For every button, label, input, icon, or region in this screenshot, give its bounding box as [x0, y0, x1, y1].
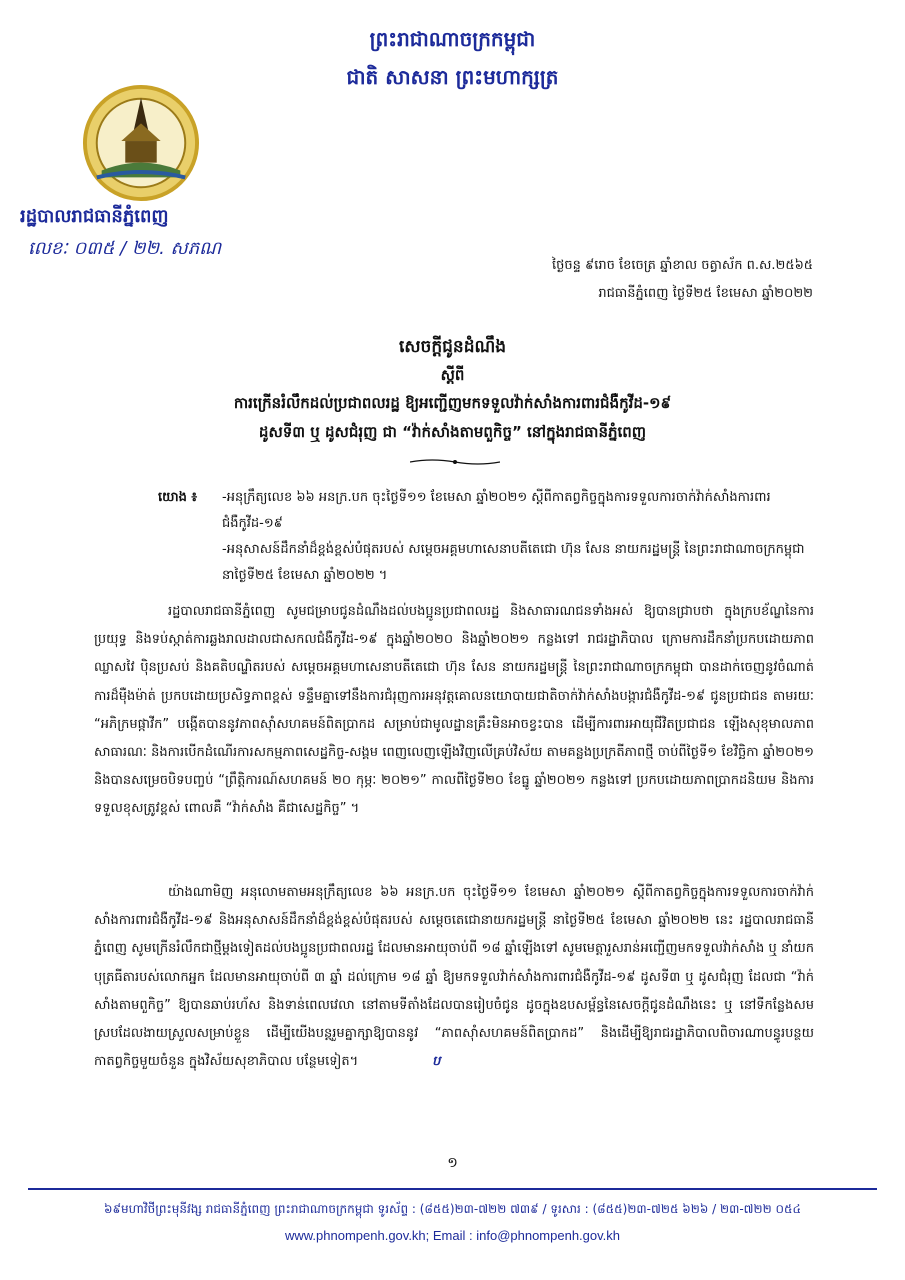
document-subject-line-1: ការក្រើនរំលឹកដល់ប្រជាពលរដ្ឋ ឱ្យអញ្ជើញមកទទួលវ៉ាក់សាំងការពារជំងឺកូវីដ-១៩	[233, 394, 672, 412]
body-paragraph-2	[94, 879, 814, 1076]
reference-item-1: -អនុក្រឹត្យលេខ ៦៦ អនក្រ.បក ចុះថ្ងៃទី១១ ខែមេសា ឆ្នាំ២០២១ ស្តីពីកាតព្វកិច្ចក្នុងការទទួលការចាក់វ៉ាក់សាំងការពារជំងឺកូវីដ-១៩	[222, 490, 771, 531]
motto-heading: ជាតិ សាសនា ព្រះមហាក្សត្រ	[346, 65, 559, 89]
footer-address: ៦៩មហាវិថីព្រះមុនីវង្ស រាជធានីភ្នំពេញ ព្រះរាជាណាចក្រកម្ពុជា ទូរស័ព្ទ : (៨៥៥)២៣-៧២២ ៧៣៩ / ទូរសារ : (៨៥៥)២៣-៧២៥ ៦២៦ / ២៣-៧២២ ០៥៤	[104, 1202, 801, 1216]
references-block	[160, 485, 820, 589]
document-type-title: សេចក្តីជូនដំណឹង	[398, 337, 507, 357]
document-subject-line-2: ដូសទី៣ ឬ ដូសជំរុញ ជា “វ៉ាក់សាំងតាមពួកិច្ច” នៅក្នុងរាជធានីភ្នំពេញ	[258, 423, 647, 441]
document-about: ស្តីពី	[440, 366, 465, 384]
page-number: ១	[447, 1155, 458, 1171]
solar-date: រាជធានីភ្នំពេញ ថ្ងៃទី២៥ ខែមេសា ឆ្នាំ២០២២	[598, 286, 813, 301]
reference-item-2: -អនុសាសន៍ដឹកនាំដ៏ខ្ពង់ខ្ពស់បំផុតរបស់ សម្តេចអគ្គមហាសេនាបតីតេជោ ហ៊ុន សែន នាយករដ្ឋមន្ត្រី នៃព្រះរាជាណាចក្រកម្ពុជា នាថ្ងៃទី២៥ ខែមេសា ឆ្នាំ២០២២ ។	[222, 542, 805, 583]
email-link[interactable]: Email : info@phnompenh.gov.kh	[432, 1228, 621, 1243]
phnom-penh-seal-icon	[82, 84, 200, 202]
website-link[interactable]: www.phnompenh.gov.kh;	[284, 1228, 433, 1243]
body-paragraph-2-text: យ៉ាងណាមិញ អនុលោមតាមអនុក្រឹត្យលេខ ៦៦ អនក្រ.បក ចុះថ្ងៃទី១១ ខែមេសា ឆ្នាំ២០២១ ស្តីពីកាតព្វកិច្ចក្នុងការទទួលការចាក់វ៉ាក់សាំងការពារជំងឺកូវីដ-១៩ និងអនុសាសន៍ដឹកនាំដ៏ខ្ពង់ខ្ពស់បំផុតរបស់ សម្តេចតេជោនាយករដ្ឋមន្ត្រី នាថ្ងៃទី២៥ ខែមេសា ឆ្នាំ២០២២ នេះ រដ្ឋបាលរាជធានីភ្នំពេញ សូមក្រើនរំលឹកជាថ្មីម្តងទៀតដល់បងប្អូនប្រជាពលរដ្ឋ ដែលមានអាយុចាប់ពី ១៨ ឆ្នាំឡើងទៅ សូមមេត្តារួសរាន់អញ្ជើញមកទទួលវ៉ាក់សាំង ឬ នាំយកបុត្រធីតារបស់លោកអ្នក ដែលមានអាយុចាប់ពី ៣ ឆ្នាំ ដល់ក្រោម ១៨ ឆ្នាំ ឱ្យមកទទួលវ៉ាក់សាំងការពារជំងឺកូវីដ-១៩ ដូសទី៣ ឬ ដូសជំរុញ ដែលជា “វ៉ាក់សាំងតាមពួកិច្ច” ឱ្យបានឆាប់រហ័ស និងទាន់ពេលវេលា នៅតាមទីតាំងដែលបានរៀបចំជូន ដូចក្នុងឧបសម្ព័ន្ធនៃសេចក្តីជូនដំណឹងនេះ ឬ នៅទីកន្លែងសមស្របដែលងាយស្រួលសម្រាប់ខ្លួន ដើម្បីយើងបន្តរួមគ្នាក្សាឱ្យបាននូវ “ភាពស៊ាំសហគមន៍ពិតប្រាកដ” និងដើម្បីឱ្យរាជរដ្ឋាភិបាលពិចារណាបន្ធូរបន្ថយកាតព្វកិច្ចមួយចំនួន ក្នុងវិស័យសុខាភិបាល បន្ថែមទៀត។	[94, 885, 814, 1070]
title-ornament-icon	[410, 458, 500, 466]
reference-number: លេខៈ ០៣៥ / ២២. សភណ	[28, 238, 222, 259]
references-label: យោង ៖	[158, 490, 198, 505]
kingdom-heading: ព្រះរាជាណាចក្រកម្ពុជា	[369, 27, 536, 51]
footer-divider	[28, 1188, 877, 1190]
lunar-date: ថ្ងៃចន្ទ ៩រោច ខែចេត្រ ឆ្នាំខាល ចត្វាស័ក ព.ស.២៥៦៥	[552, 258, 813, 273]
body-paragraph-1: រដ្ឋបាលរាជធានីភ្នំពេញ សូមជម្រាបជូនដំណឹងដល់បងប្អូនប្រជាពលរដ្ឋ និងសាធារណជនទាំងអស់ ឱ្យបានជ្រាបថា ក្នុងក្របខ័ណ្ឌនៃការប្រយុទ្ធ និងទប់ស្កាត់ការឆ្លងរាលដាលជាសកលជំងឺកូវីដ-១៩ ក្នុងឆ្នាំ២០២០ និងឆ្នាំ២០២១ កន្លងទៅ រាជរដ្ឋាភិបាល ក្រោមការដឹកនាំប្រកបដោយភាពឈ្លាសវៃ ប៉ិនប្រសប់ និងគតិបណ្ឌិតរបស់ សម្តេចអគ្គមហាសេនាបតីតេជោ ហ៊ុន សែន នាយករដ្ឋមន្ត្រី នៃព្រះរាជាណាចក្រកម្ពុជា បានដាក់ចេញនូវចំណាត់ការដ៏ម៉ឺងម៉ាត់ ប្រកបដោយប្រសិទ្ធភាពខ្ពស់ ទន្ទឹមគ្នាទៅនឹងការជំរុញការអនុវត្តគោលនយោបាយជាតិចាក់វ៉ាក់សាំងបង្ការជំងឺកូវីដ-១៩ ជូនប្រជាជន តាមរយៈ “អភិក្រមផ្កាវីក” បង្កើតបាននូវភាពស៊ាំសហគមន៍ពិតប្រាកដ សម្រាប់ជាមូលដ្ឋានគ្រឹះមិនអាចខ្វះបាន ដើម្បីការពារអាយុជីវិតប្រជាជន ឡើងសុខុមាលភាពសាធារណៈ និងការបើកដំណើរការសកម្មភាពសេដ្ឋកិច្ច-សង្គម ពេញលេញឡើងវិញលើគ្រប់វិស័យ តាមគន្លងប្រក្រតីភាពថ្មី ចាប់ពីថ្ងៃទី១ ខែវិច្ឆិកា ឆ្នាំ២០២១ និងបានសម្រេចបិទបញ្ចប់ “ព្រឹត្តិការណ៍សហគមន៍ ២០ កុម្ភៈ ២០២១” កាលពីថ្ងៃទី២០ ខែធ្នូ ឆ្នាំ២០២១ កន្លងទៅ ប្រកបដោយភាពប្រាកដនិយម និងការទទួលខុសត្រូវខ្ពស់ ពោលគឺ “វ៉ាក់សាំង គឺជាសេដ្ឋកិច្ច” ។	[94, 604, 814, 817]
footer-contacts	[0, 1228, 905, 1243]
signature-initials: ប	[432, 1054, 441, 1070]
organization-name: រដ្ឋបាលរាជធានីភ្នំពេញ	[20, 206, 169, 227]
